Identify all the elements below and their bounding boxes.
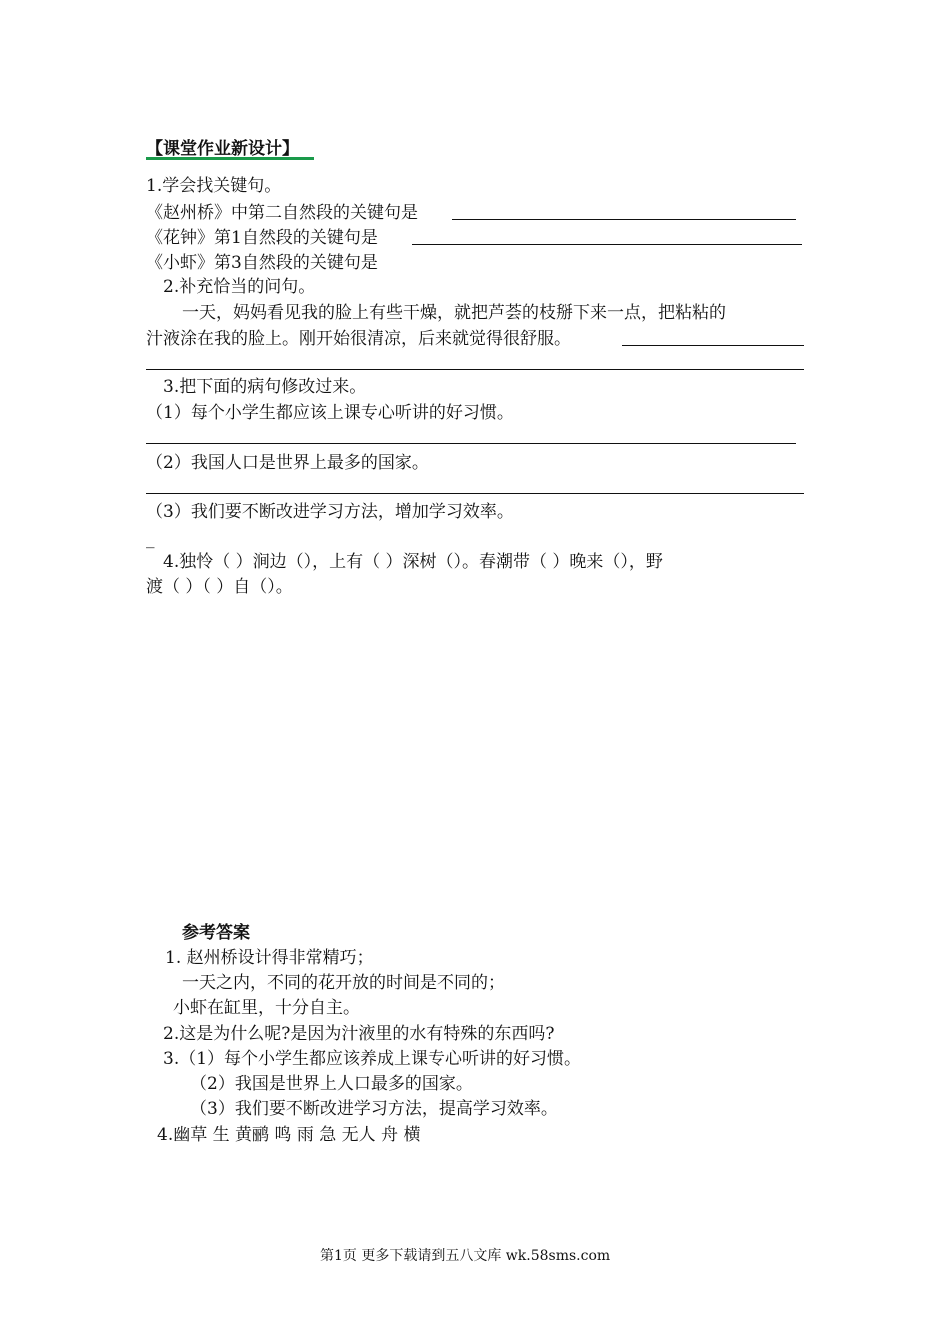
- q1-line-xiaoxia: 《小虾》第3自然段的关键句是: [146, 253, 378, 273]
- answer-2: 2.这是为什么呢?是因为汁液里的水有特殊的东西吗?: [163, 1024, 555, 1044]
- q1-line-zhaozhouqiao: 《赵州桥》中第二自然段的关键句是: [146, 203, 418, 223]
- answer-1-line-2: 一天之内，不同的花开放的时间是不同的；: [182, 973, 505, 993]
- answer-1-line-1: 1. 赵州桥设计得非常精巧；: [165, 948, 374, 968]
- q2-paragraph-line-2: 汁液涂在我的脸上。刚开始很清凉，后来就觉得很舒服。: [146, 329, 571, 349]
- answer-3-line-1: 3.（1）每个小学生都应该养成上课专心听讲的好习惯。: [163, 1049, 582, 1069]
- q1-answer-line-1[interactable]: [452, 219, 796, 220]
- q1-title: 1.学会找关键句。: [146, 176, 282, 196]
- q2-paragraph-line-1: 一天，妈妈看见我的脸上有些干燥，就把芦荟的枝掰下来一点，把粘粘的: [182, 303, 726, 323]
- answer-1-line-3: 小虾在缸里，十分自主。: [173, 998, 360, 1018]
- q3-answer-line-2[interactable]: [146, 493, 804, 494]
- q2-answer-line-1[interactable]: [622, 345, 804, 346]
- q4-poem-line-1: 4.独怜（ ）涧边（），上有（ ）深树（）。春潮带（ ）晚来（），野: [163, 552, 663, 572]
- answer-3-line-3: （3）我们要不断改进学习方法，提高学习效率。: [190, 1099, 558, 1119]
- page-footer: 第1页 更多下载请到五八文库 wk.58sms.com: [320, 1248, 611, 1264]
- answer-3-line-2: （2）我国是世界上人口最多的国家。: [190, 1074, 473, 1094]
- section-heading: 【课堂作业新设计】: [146, 139, 299, 159]
- q2-answer-line-2[interactable]: [146, 369, 804, 370]
- q3-sentence-3: （3）我们要不断改进学习方法，增加学习效率。: [146, 502, 514, 522]
- q1-answer-line-2[interactable]: [412, 244, 802, 245]
- q4-poem-line-2: 渡（ ）（ ）自（）。: [146, 577, 293, 597]
- q1-line-huazhong: 《花钟》第1自然段的关键句是: [146, 228, 378, 248]
- q3-answer-line-1[interactable]: [146, 443, 796, 444]
- q3-answer-dash: _: [146, 529, 155, 549]
- answer-4: 4.幽草 生 黄鹂 鸣 雨 急 无人 舟 横: [157, 1125, 421, 1145]
- q2-title: 2.补充恰当的问句。: [163, 277, 316, 297]
- answers-heading: 参考答案: [182, 923, 250, 943]
- q3-sentence-1: （1）每个小学生都应该上课专心听讲的好习惯。: [146, 403, 514, 423]
- q3-sentence-2: （2）我国人口是世界上最多的国家。: [146, 453, 429, 473]
- q3-title: 3.把下面的病句修改过来。: [163, 377, 367, 397]
